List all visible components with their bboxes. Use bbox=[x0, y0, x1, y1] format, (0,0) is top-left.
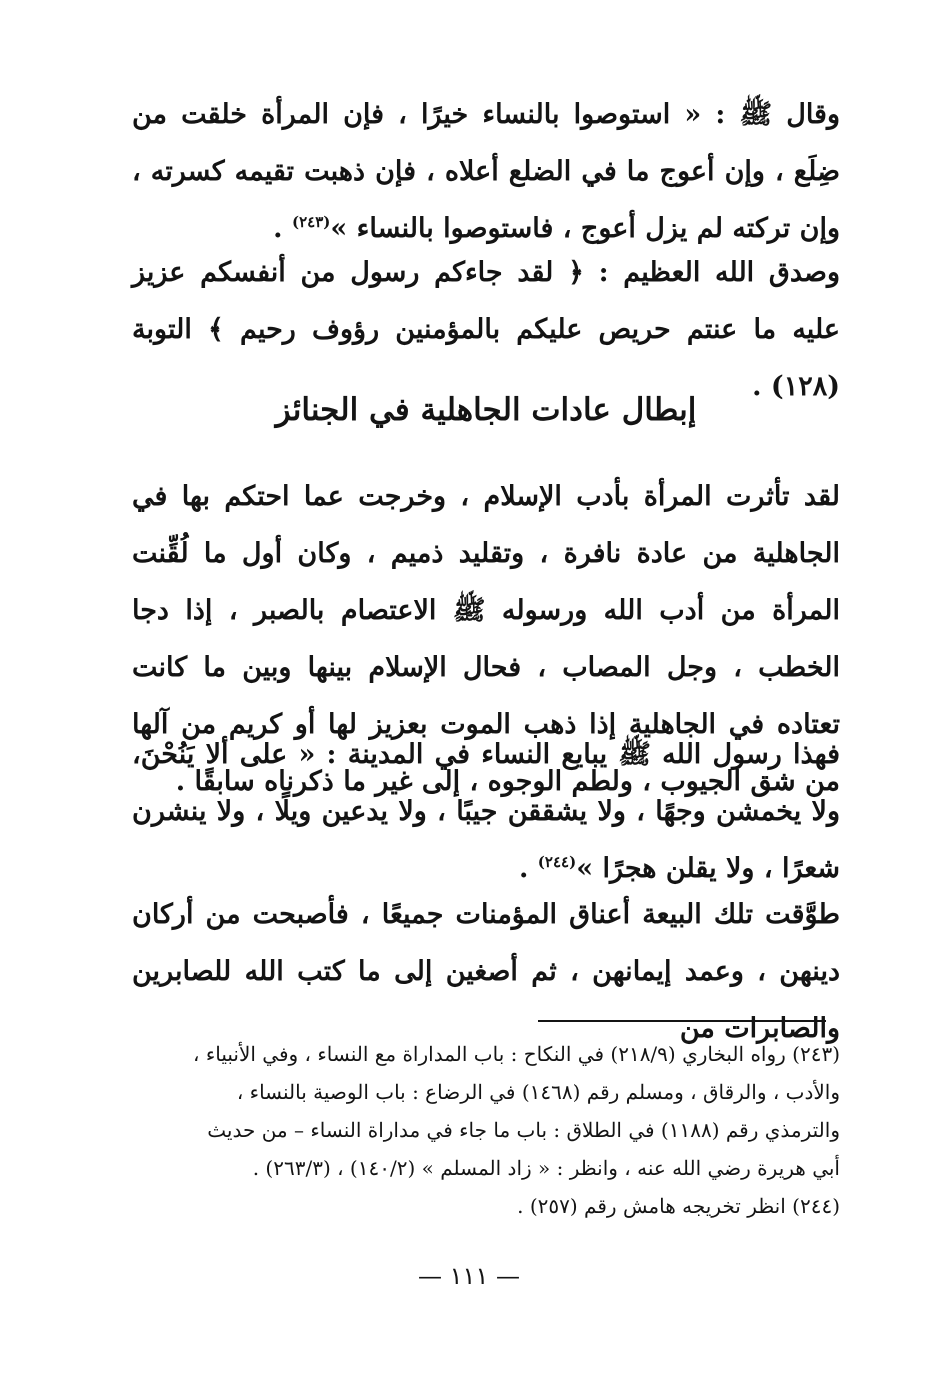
paragraph-text: وقال ﷺ : « استوصوا بالنساء خيرًا ، فإن المرأة خلقت من ضِلَع ، وإن أعوج ما في الضلع أعلاه ، فإن ذهبت تقيمه كسرته ، وإن تركته لم يزل أعوج ، فاستوصوا بالنساء » bbox=[132, 99, 840, 244]
footnote-line: والأدب ، والرقاق ، ومسلم رقم (١٤٦٨) في الرضاع : باب الوصية بالنساء ، bbox=[236, 1080, 840, 1104]
hadith-paragraph bbox=[132, 86, 840, 257]
footnote-line: والترمذي رقم (١١٨٨) في الطلاق : باب ما جاء في مداراة النساء – من حديث bbox=[207, 1118, 840, 1142]
section-heading: إبطال عادات الجاهلية في الجنائز bbox=[275, 392, 697, 428]
page-number: — ١١١ — bbox=[418, 1262, 520, 1290]
footnote-line: (٢٤٤) انظر تخريجه هامش رقم (٢٥٧) . bbox=[517, 1194, 840, 1218]
footnote-reference: (٢٤٣) bbox=[291, 213, 331, 231]
body-paragraph bbox=[132, 886, 840, 1057]
paragraph-text: وصدق الله العظيم : ﴿ لقد جاءكم رسول من أنفسكم عزيز عليه ما عنتم حريص عليكم بالمؤمنين رؤوف رحيم ﴾ التوبة (١٢٨) . bbox=[132, 257, 840, 402]
paragraph-end: . bbox=[518, 853, 538, 884]
footnote-line: أبي هريرة رضي الله عنه ، وانظر : « زاد المسلم » (١٤٠/٢) ، (٢٦٣/٣) . bbox=[252, 1156, 840, 1180]
paragraph-text: لقد تأثرت المرأة بأدب الإسلام ، وخرجت عما احتكم بها في الجاهلية من عادة نافرة ، وتقليد ذميم ، وكان أول ما لُقِّنت المرأة من أدب الله ورسوله ﷺ الاعتصام بالصبر ، إذا دجا الخطب ، وجل المصاب ، فحال الإسلام بينها وبين ما كانت تعتاده في الجاهلية إذا ذهب الموت بعزيز لها أو كريم من آلها من شق الجيوب ، ولطم الوجوه ، إلى غير ما ذكرناه سابقًا . bbox=[132, 481, 840, 797]
paragraph-text: طوَّقت تلك البيعة أعناق المؤمنات جميعًا ، فأصبحت من أركان دينهن ، وعمد إيمانهن ، ثم أصغين إلى ما كتب الله للصابرين والصابرات من bbox=[132, 899, 840, 1044]
footnote-line: (٢٤٣) رواه البخاري (٢١٨/٩) في النكاح : باب المداراة مع النساء ، وفي الأنبياء ، bbox=[193, 1042, 840, 1066]
footnote-divider bbox=[538, 1020, 826, 1022]
footnotes bbox=[132, 1035, 840, 1225]
hadith-paragraph bbox=[132, 726, 840, 897]
paragraph-end: . bbox=[273, 213, 292, 244]
footnote-reference: (٢٤٤) bbox=[537, 853, 577, 871]
paragraph-text: فهذا رسول الله ﷺ يبايع النساء في المدينة : « على ألا يَنُحْنَ، ولا يخمشن وجهًا ، ولا يشققن جيبًا ، ولا يدعين ويلًا ، ولا ينشرن شعرًا ، ولا يقلن هجرًا » bbox=[132, 739, 840, 884]
